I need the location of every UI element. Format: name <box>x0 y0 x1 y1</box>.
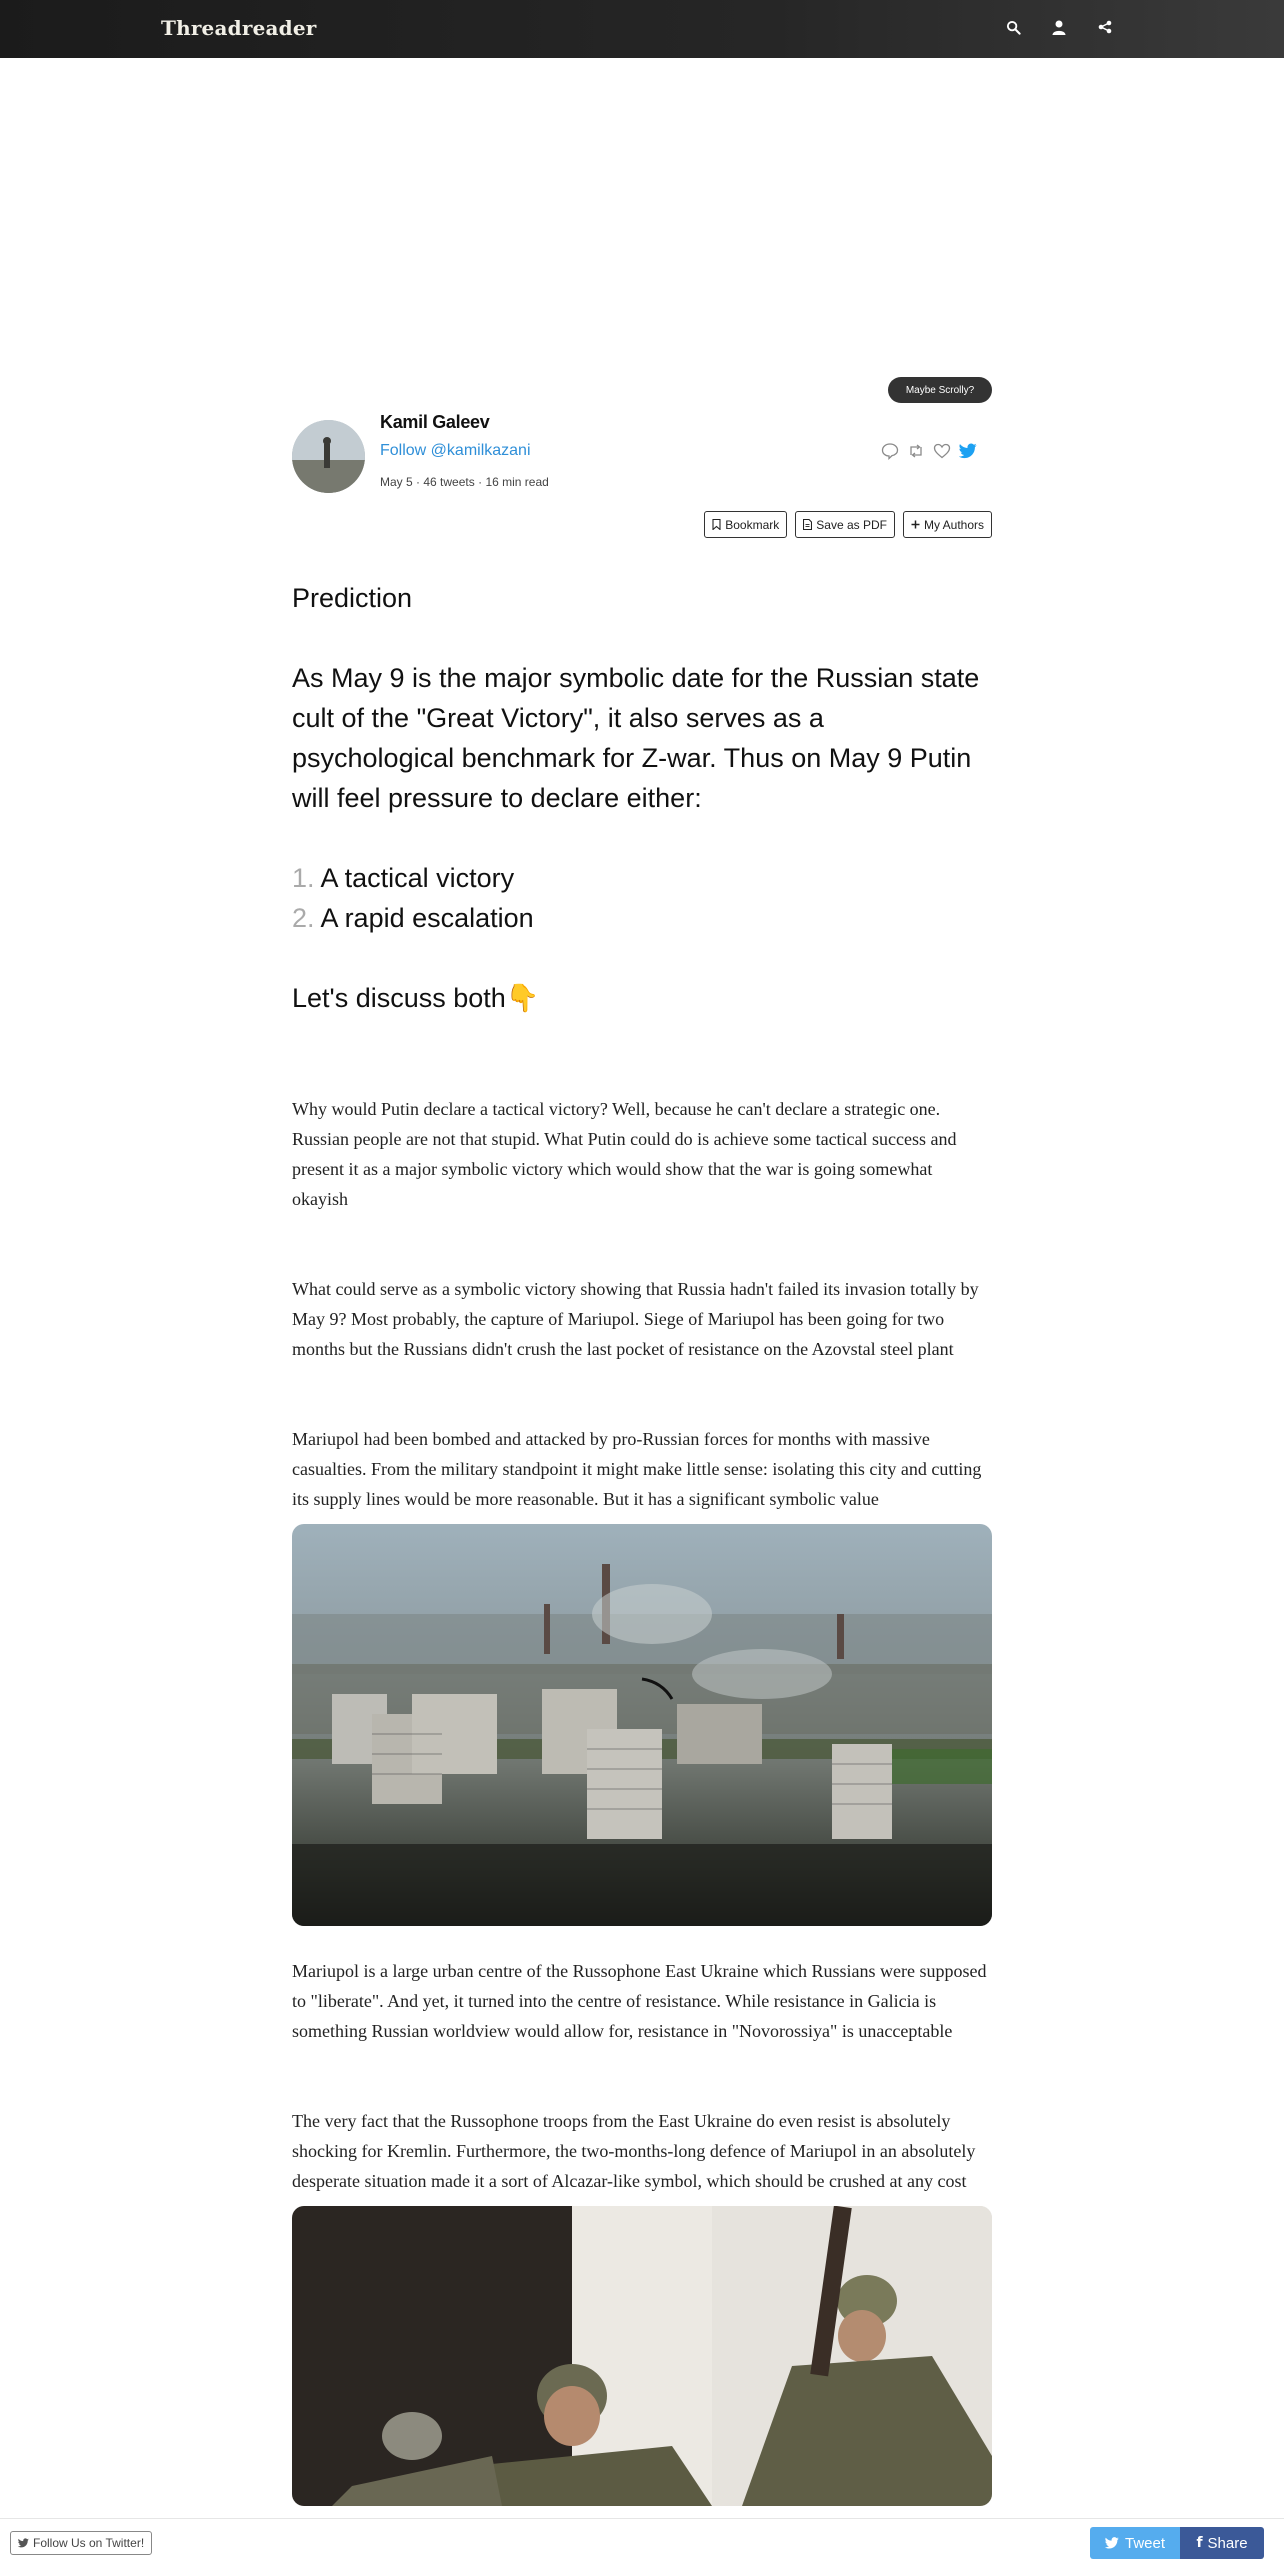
meta-separator: · <box>416 475 424 489</box>
follow-twitter-button[interactable] <box>10 2531 152 2555</box>
share-icon[interactable] <box>1096 18 1114 36</box>
facebook-icon: f <box>1196 2535 1203 2551</box>
thread-action-buttons <box>704 511 992 538</box>
discuss-line: Let's discuss both👇 <box>292 983 540 1013</box>
retweet-icon[interactable] <box>907 442 925 460</box>
tweet-text-1: Why would Putin declare a tactical victory? Well, because he can't declare a strategic one. Russian people are not that stupid. What Putin could do is achieve some tactical success and present it as a major symbolic victory which would show that the war is going somewhat okayish <box>292 1099 957 1209</box>
reply-icon[interactable] <box>881 442 899 460</box>
list-text: A tactical victory <box>320 863 515 893</box>
bookmark-label: Bookmark <box>725 517 780 532</box>
author-name[interactable]: Kamil Galeev <box>380 412 490 432</box>
list-number: 1. <box>292 863 315 893</box>
meta-separator: · <box>478 475 486 489</box>
list-text: A rapid escalation <box>320 903 534 933</box>
read-time: 16 min read <box>485 475 549 489</box>
user-icon[interactable] <box>1050 18 1068 36</box>
twitter-bird-icon[interactable] <box>959 442 977 460</box>
tweet-actions <box>881 442 977 460</box>
tweet-text-4: Mariupol is a large urban centre of the Russophone East Ukraine which Russians were supposed to "liberate". And yet, it turned into the centre of resistance. While resistance in Galicia is something Russian worldview would allow for, resistance in "Novorossiya" is unacceptable <box>292 1961 987 2041</box>
tweet-share-button[interactable] <box>1090 2527 1180 2559</box>
tweet-count: 46 tweets <box>423 475 475 489</box>
tweet-text-2: What could serve as a symbolic victory showing that Russia hadn't failed its invasion totally by May 9? Most probably, the capture of Mariupol. Siege of Mariupol has been going for two months but the Russians didn't crush the last pocket of resistance on the Azovstal steel plant <box>292 1279 979 1359</box>
search-icon[interactable] <box>1004 18 1022 36</box>
top-nav <box>0 0 1284 58</box>
tweet-text-5: The very fact that the Russophone troops from the East Ukraine do even resist is absolutely shocking for Kremlin. Furthermore, the two-months-long defence of Mariupol in an absolutely desperate situation made it a sort of Alcazar-like symbol, which should be crushed at any cost <box>292 2111 976 2191</box>
brand-logo[interactable]: Threadreader <box>161 16 317 40</box>
thread-date: May 5 <box>380 475 413 489</box>
list-number: 2. <box>292 903 315 933</box>
thread-meta <box>380 475 549 489</box>
bookmark-icon <box>712 519 721 530</box>
tweet-label: Tweet <box>1124 2534 1166 2552</box>
bookmark-button[interactable] <box>704 511 787 538</box>
list-item <box>292 898 992 938</box>
like-icon[interactable] <box>933 442 951 460</box>
share-label: Share <box>1207 2534 1248 2552</box>
tweet-text-3: Mariupol had been bombed and attacked by pro-Russian forces for months with massive casualties. From the military standpoint it might make little sense: isolating this city and cutting its supply lines would be more reasonable. But it has a significant symbolic value <box>292 1429 982 1509</box>
twitter-bird-icon <box>18 2538 29 2548</box>
facebook-share-button[interactable] <box>1180 2527 1264 2559</box>
follow-twitter-label: Follow Us on Twitter! <box>33 2536 145 2550</box>
mariupol-city-photo[interactable] <box>292 1524 992 1926</box>
thread-content <box>292 578 992 2506</box>
twitter-bird-icon <box>1105 2537 1119 2549</box>
follow-author-link[interactable]: Follow @kamilkazani <box>380 442 531 459</box>
thread-heading: Prediction <box>292 583 413 613</box>
save-pdf-label: Save as PDF <box>816 517 887 532</box>
soldiers-photo[interactable] <box>292 2206 992 2506</box>
nav-icons <box>1004 18 1114 36</box>
list-item <box>292 858 992 898</box>
save-pdf-button[interactable] <box>795 511 895 538</box>
my-authors-label: My Authors <box>923 517 984 532</box>
pdf-file-icon <box>803 519 812 530</box>
thread-intro: As May 9 is the major symbolic date for the Russian state cult of the "Great Victory", it also serves as a psychological benchmark for Z-war. Thus on May 9 Putin will feel pressure to declare either: <box>292 663 980 813</box>
option-list <box>292 858 992 938</box>
my-authors-button[interactable] <box>903 511 992 538</box>
maybe-scrolly-button[interactable]: Maybe Scrolly? <box>888 377 992 403</box>
plus-icon <box>911 520 920 529</box>
avatar[interactable] <box>292 420 365 493</box>
